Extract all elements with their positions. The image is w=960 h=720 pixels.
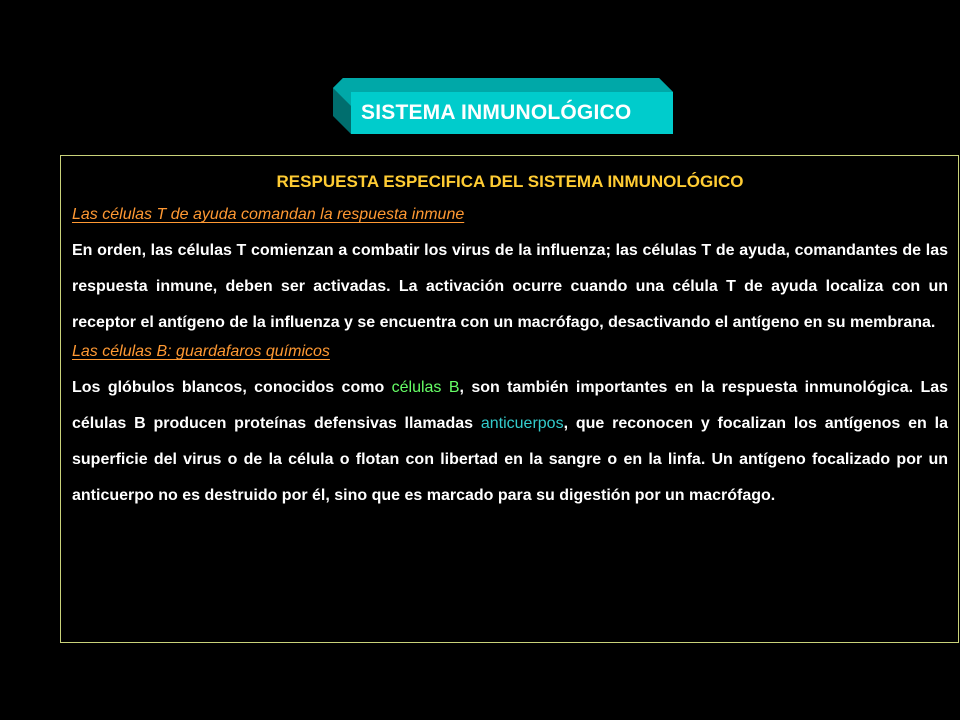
content-panel <box>60 155 959 643</box>
subheading-t-cells: Las células T de ayuda comandan la respuesta inmune <box>72 206 465 223</box>
text-segment: Los glóbulos blancos, conocidos como <box>72 379 392 396</box>
paragraph-b-cells <box>72 370 948 514</box>
section-heading: RESPUESTA ESPECIFICA DEL SISTEMA INMUNOLÓGICO <box>276 172 744 191</box>
text-segment: , que reconocen y focalizan los antígenos en la superficie del virus o de la célula o flotan con libertad en la sangre o en la linfa. Un antígeno focalizado por un anticuerpo no es destruido por él, sino que es marcado para su digestión por un macrófago. <box>72 415 948 504</box>
highlight-b-cells: células B <box>391 379 460 396</box>
highlight-antibodies: anticuerpos <box>480 415 564 432</box>
text-segment: , son también importantes en la respuesta inmunológica. Las células B producen proteínas defensivas llamadas <box>72 379 949 432</box>
title-banner <box>333 78 673 134</box>
page-title: SISTEMA INMUNOLÓGICO <box>361 101 632 124</box>
paragraph-t-cells: En orden, las células T comienzan a combatir los virus de la influenza; las células T de ayuda, comandantes de las respuesta inmune, deben ser activadas. La activación ocurre cuando una célula T de ayuda localiza con un receptor el antígeno de la influenza y se encuentra con un macrófago, desactivando el antígeno en su membrana. <box>72 242 948 331</box>
subheading-b-cells: Las células B: guardafaros químicos <box>72 343 330 360</box>
